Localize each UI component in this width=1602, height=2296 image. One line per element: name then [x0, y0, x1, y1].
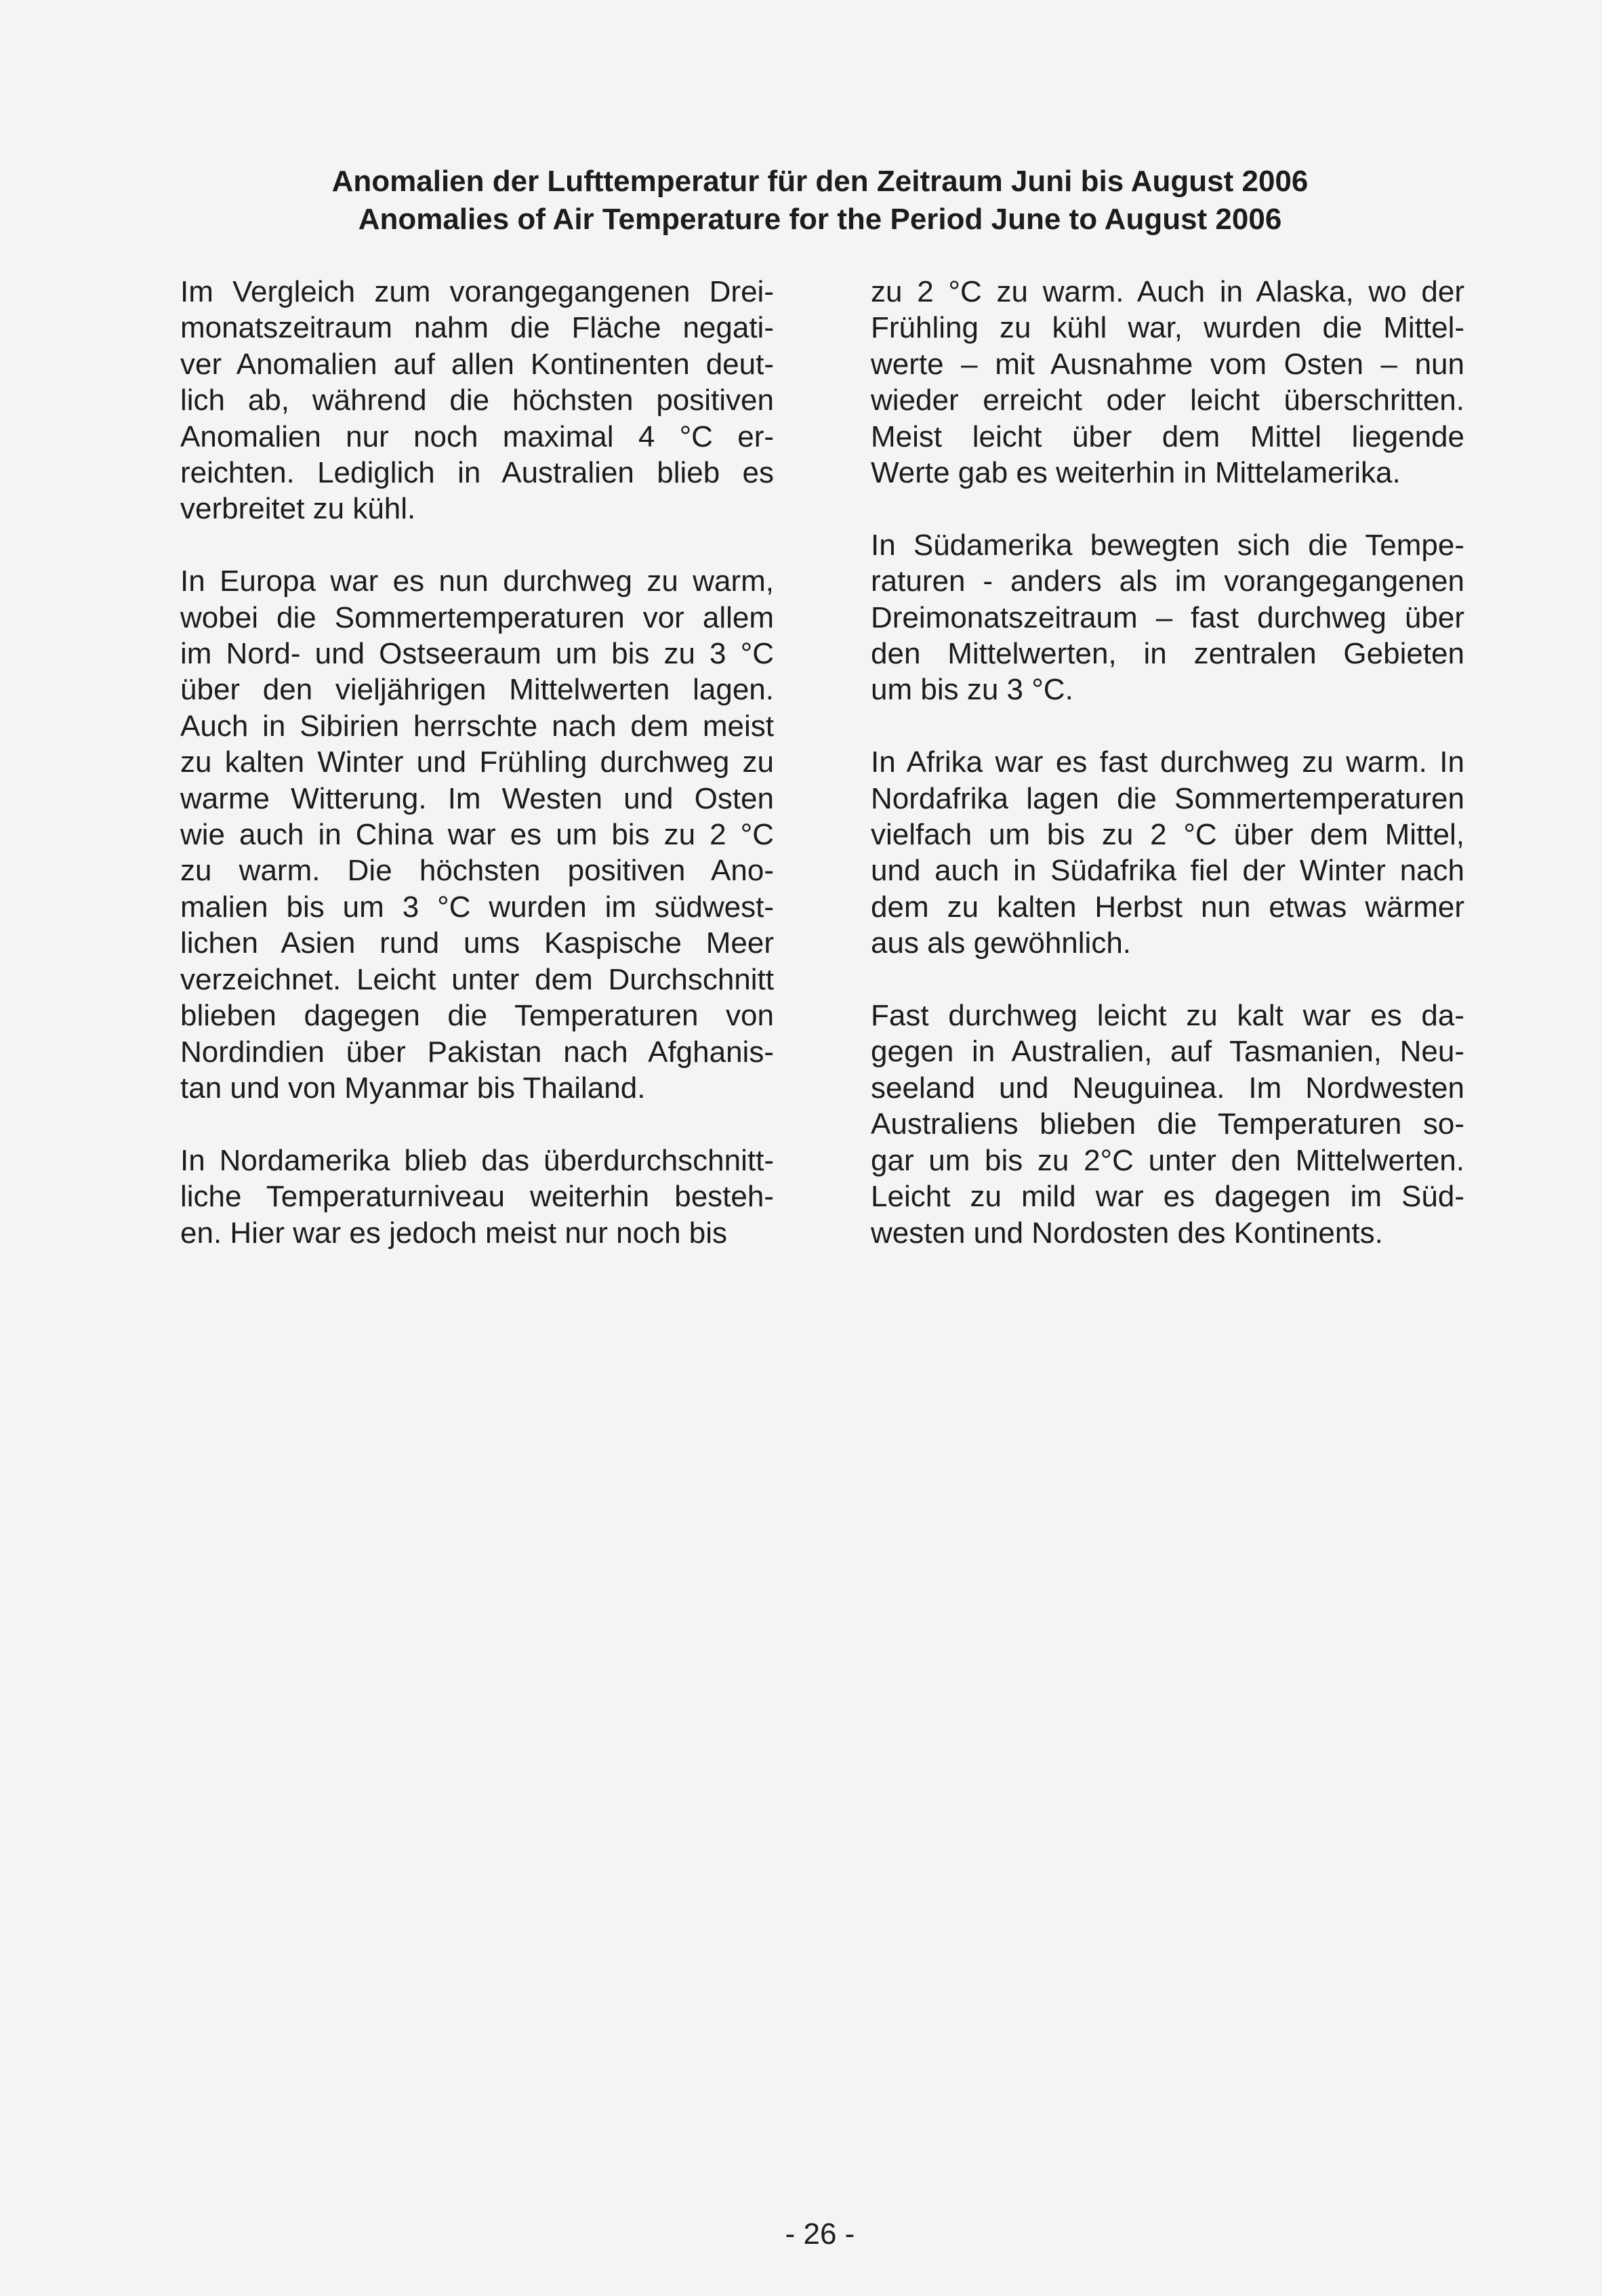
paragraph	[871, 998, 1464, 1251]
text-line: In Südamerika bewegten sich die Tempe-	[871, 528, 1464, 562]
text-line: Auch in Sibirien herrschte nach dem meist	[180, 709, 774, 743]
title-english: Anomalies of Air Temperature for the Period June to August 2006	[358, 203, 1282, 236]
text-line: malien bis um 3 °C wurden im südwest-	[180, 890, 774, 924]
text-line: zu 2 °C zu warm. Auch in Alaska, wo der	[871, 275, 1464, 308]
text-line: zu warm. Die höchsten positiven Ano-	[180, 854, 774, 888]
text-line: reichten. Lediglich in Australien blieb es	[180, 456, 774, 490]
text-line: ver Anomalien auf allen Kontinenten deut-	[180, 347, 774, 381]
paragraph	[871, 744, 1464, 961]
text-line: lichen Asien rund ums Kaspische Meer	[180, 926, 774, 960]
page-title	[0, 163, 1602, 239]
paragraph	[180, 563, 774, 1106]
text-line: en. Hier war es jedoch meist nur noch bis	[180, 1216, 728, 1250]
page-number: - 26 -	[785, 2217, 855, 2251]
text-line: und auch in Südafrika fiel der Winter nach	[871, 854, 1464, 888]
text-line: Dreimonatszeitraum – fast durchweg über	[871, 600, 1464, 634]
text-line: In Afrika war es fast durchweg zu warm. In	[871, 745, 1464, 779]
paragraph	[180, 274, 774, 527]
text-line: um bis zu 3 °C.	[871, 673, 1073, 707]
text-line: Fast durchweg leicht zu kalt war es da-	[871, 999, 1464, 1033]
text-line: Werte gab es weiterhin in Mittelamerika.	[871, 456, 1401, 490]
title-german: Anomalien der Lufttemperatur für den Zeitraum Juni bis August 2006	[331, 165, 1309, 198]
text-line: dem zu kalten Herbst nun etwas wärmer	[871, 890, 1464, 924]
text-line: werte – mit Ausnahme vom Osten – nun	[871, 347, 1464, 381]
text-line: westen und Nordosten des Kontinents.	[871, 1216, 1383, 1250]
text-line: Leicht zu mild war es dagegen im Süd-	[871, 1180, 1464, 1214]
text-line: im Nord- und Ostseeraum um bis zu 3 °C	[180, 637, 774, 671]
text-line: aus als gewöhnlich.	[871, 926, 1132, 960]
text-line: In Nordamerika blieb das überdurchschnitt-	[180, 1143, 774, 1177]
text-line: In Europa war es nun durchweg zu warm,	[180, 565, 774, 598]
text-line: gar um bis zu 2°C unter den Mittelwerten.	[871, 1143, 1464, 1177]
left-text-column	[180, 274, 774, 1251]
text-line: wobei die Sommertemperaturen vor allem	[180, 600, 774, 634]
text-line: zu kalten Winter und Frühling durchweg zu	[180, 745, 774, 779]
text-line: gegen in Australien, auf Tasmanien, Neu-	[871, 1035, 1464, 1069]
text-line: Nordindien über Pakistan nach Afghanis-	[180, 1035, 774, 1069]
text-line: vielfach um bis zu 2 °C über dem Mittel,	[871, 818, 1464, 852]
text-line: monatszeitraum nahm die Fläche negati-	[180, 311, 774, 345]
text-line: verzeichnet. Leicht unter dem Durchschnitt	[180, 962, 774, 996]
text-line: Nordafrika lagen die Sommertemperaturen	[871, 781, 1464, 815]
text-line: liche Temperaturniveau weiterhin besteh-	[180, 1180, 774, 1214]
text-line: wieder erreicht oder leicht überschritten.	[871, 384, 1464, 417]
paragraph	[871, 274, 1464, 491]
paragraph	[180, 1143, 774, 1251]
text-line: Australiens blieben die Temperaturen so-	[871, 1107, 1464, 1141]
text-line: Anomalien nur noch maximal 4 °C er-	[180, 419, 774, 453]
text-line: Frühling zu kühl war, wurden die Mittel-	[871, 311, 1464, 345]
text-line: verbreitet zu kühl.	[180, 492, 416, 526]
text-line: tan und von Myanmar bis Thailand.	[180, 1071, 646, 1105]
text-line: den Mittelwerten, in zentralen Gebieten	[871, 637, 1464, 671]
text-line: raturen - anders als im vorangegangenen	[871, 565, 1464, 598]
text-line: lich ab, während die höchsten positiven	[180, 384, 774, 417]
text-line: blieben dagegen die Temperaturen von	[180, 999, 774, 1033]
right-text-column	[871, 274, 1464, 1251]
text-line: Meist leicht über dem Mittel liegende	[871, 419, 1464, 453]
text-line: seeland und Neuguinea. Im Nordwesten	[871, 1071, 1464, 1105]
text-line: über den vieljährigen Mittelwerten lagen.	[180, 673, 774, 707]
text-line: wie auch in China war es um bis zu 2 °C	[180, 818, 774, 852]
text-line: warme Witterung. Im Westen und Osten	[180, 781, 774, 815]
text-line: Im Vergleich zum vorangegangenen Drei-	[180, 275, 774, 308]
paragraph	[871, 527, 1464, 708]
